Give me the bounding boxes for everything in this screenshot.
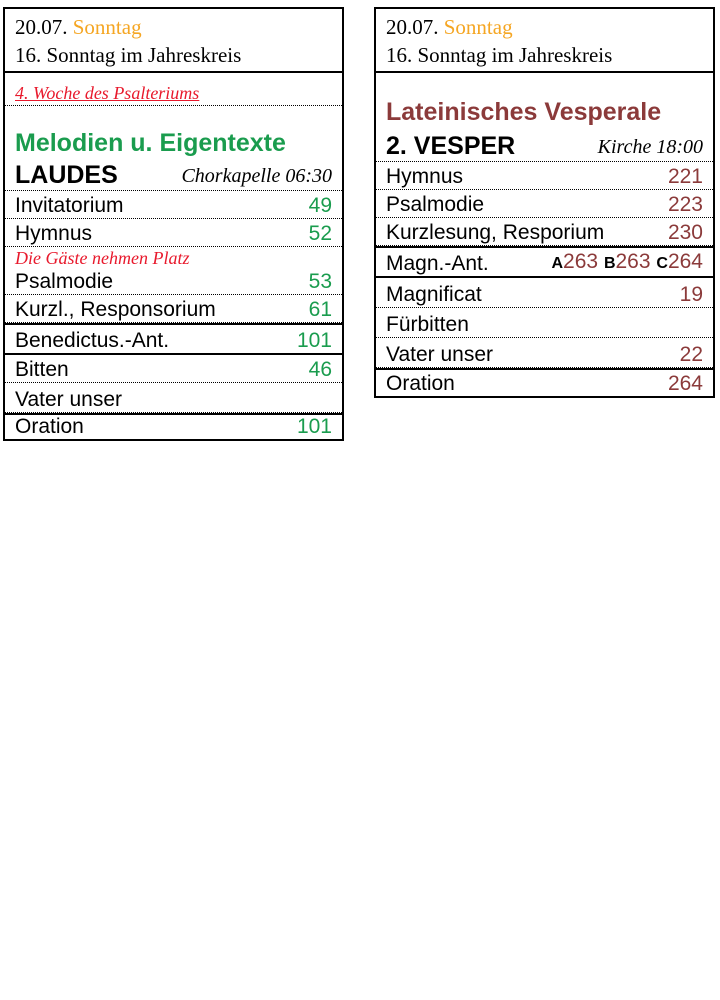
hour-name: LAUDES [15,161,118,189]
date: 20.07. [386,15,439,39]
item-page: 49 [308,194,332,217]
book-title: Lateinisches Vesperale [386,98,662,126]
item-page: 230 [667,221,703,244]
list-item [5,355,342,383]
list-item [5,295,342,323]
item-label: Fürbitten [386,313,469,336]
vesper-section [376,73,713,162]
date-header [5,9,342,73]
year-b-label: B [603,255,616,272]
weekday: Sonntag [72,15,142,39]
item-label: Magnificat [386,283,482,306]
list-item [376,162,713,190]
item-page: 19 [679,283,703,306]
psalter-week: 4. Woche des Psalteriums [15,83,200,103]
item-page: 52 [308,222,332,245]
psalter-week-note [5,73,342,106]
year-c-label: C [656,255,668,272]
item-label: Benedictus.-Ant. [15,329,170,352]
item-label: Bitten [15,358,69,381]
item-page: 22 [679,343,703,366]
year-b-page: 263 [615,250,651,273]
item-label: Kurzlesung, Resporium [386,221,605,244]
hour-line [5,158,342,191]
item-page: 221 [667,165,703,188]
item-label: Magn.-Ant. [386,252,489,275]
item-page: 264 [667,372,703,395]
vesper-column [374,7,715,398]
laudes-column [3,7,344,441]
item-label: Oration [386,372,455,395]
date-header [376,9,713,73]
list-item [5,219,342,247]
list-item [376,308,713,338]
book-title: Melodien u. Eigentexte [15,129,286,157]
antiphon-pages [551,249,703,277]
place-time: Kirche 18:00 [597,136,703,158]
item-page: 53 [308,270,332,293]
year-a-page: 263 [563,250,599,273]
list-item [5,269,342,295]
item-page: 46 [308,358,332,381]
feast-name: 16. Sonntag im Jahreskreis [15,43,242,67]
list-item [5,383,342,413]
list-item [376,190,713,218]
list-item [5,413,342,439]
guests-note [5,247,342,269]
item-page: 61 [308,298,332,321]
item-page: 101 [296,329,332,352]
item-label: Psalmodie [386,193,485,216]
item-label: Invitatorium [15,194,124,217]
item-label: Psalmodie [15,270,114,293]
item-label: Hymnus [15,222,93,245]
hour-line [376,127,713,162]
list-item [376,368,713,396]
benedictus-antiphon-row [5,323,342,355]
list-item [376,218,713,246]
magnificat-antiphon-row [376,246,713,278]
year-c-page: 264 [667,250,703,273]
note-text: Die Gäste nehmen Platz [15,248,190,268]
date: 20.07. [15,15,68,39]
list-item [5,191,342,219]
item-label: Oration [15,415,84,438]
item-label: Vater unser [15,388,122,411]
item-label: Vater unser [386,343,493,366]
list-item [376,278,713,308]
list-item [376,338,713,368]
weekday: Sonntag [443,15,513,39]
item-label: Hymnus [386,165,464,188]
hour-name: 2. VESPER [386,132,516,160]
item-page: 101 [296,415,332,438]
feast-name: 16. Sonntag im Jahreskreis [386,43,613,67]
item-page: 223 [667,193,703,216]
item-label: Kurzl., Responsorium [15,298,216,321]
laudes-section [5,106,342,191]
year-a-label: A [551,255,564,272]
place-time: Chorkapelle 06:30 [181,165,332,187]
